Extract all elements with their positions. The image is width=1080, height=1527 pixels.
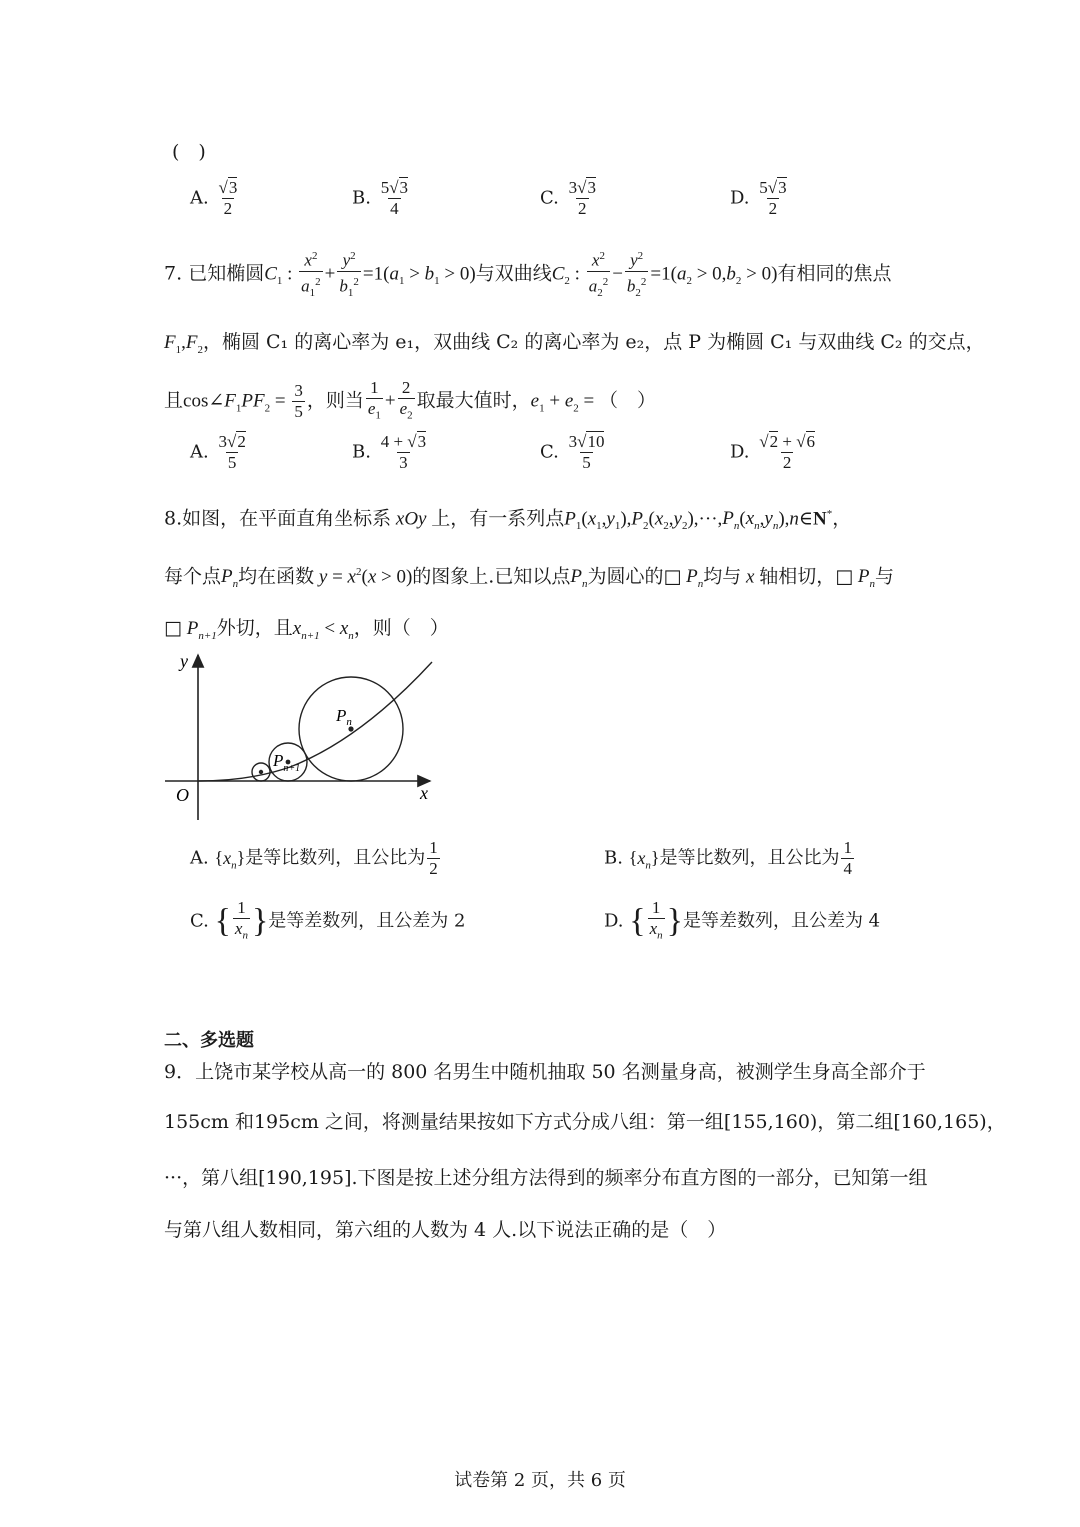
q9-line1: 9．上饶市某学校从高一的 800 名男生中随机抽取 50 名测量身高，被测学生身高全部介于 [164, 1061, 926, 1083]
q8-option-b[interactable]: B. $\{x_n\}$是等比数列，且公比为 $\frac{1}{4}$ [604, 838, 852, 878]
q7-line3: 且$\cos\angle F_1PF_2$ = $\frac{3}{5}$ ，则当 $\frac{1}{e_1}$ + $\frac{2}{e_2}$ 取最大值时，$e_1 + e_2$ = （ ） [164, 378, 656, 425]
option-label: C. [540, 187, 559, 209]
pn-label: $P_n$ [336, 706, 352, 728]
q8-line1: 8.如图，在平面直角坐标系 xOy 上，有一系列点$P_1(x_1,y_1),P_2(x_2,y_2),\cdot\cdot\cdot,P_n(x_n,y_n),n\in N^*$， [164, 507, 852, 533]
q8-option-d[interactable]: D. { $\frac{1}{x_n}$ }是等差数列，且公差为 4 [604, 898, 880, 945]
q8-figure [160, 645, 450, 825]
point-small [259, 770, 263, 774]
page-footer: 试卷第 2 页，共 6 页 [454, 1470, 626, 1491]
q8-line3: □ $P_{n+1}$外切，且$x_{n+1} < x_n$，则（ ） [164, 617, 449, 642]
x-axis-label: x [420, 783, 428, 803]
q6-option-d[interactable]: D. $\frac{5√3}{2}$ [730, 178, 787, 218]
section-title: 二、多选题 [164, 1030, 254, 1051]
q8-option-c[interactable]: C. { $\frac{1}{x_n}$ }是等差数列，且公差为 2 [190, 898, 465, 945]
q6-option-a[interactable]: A. $\frac{√3}{2}$ [190, 178, 238, 218]
q7-option-a[interactable]: A. $\frac{3√2}{5}$ [190, 432, 246, 472]
option-label: D. [730, 187, 750, 209]
parabola-curve [198, 662, 432, 781]
q8-option-a[interactable]: A. $\{x_n\}$是等比数列，且公比为 $\frac{1}{2}$ [190, 838, 438, 878]
q7-option-b[interactable]: B. $\frac{4 + √3}{3}$ [352, 432, 427, 472]
pn1-label: $P_{n+1}$ [273, 751, 301, 774]
q7-option-d[interactable]: D. $\frac{√2 + √6}{2}$ [730, 432, 816, 472]
option-label: A. [190, 187, 209, 209]
q6-stem-end: ( ) [172, 141, 206, 163]
q8-line2: 每个点$P_n$均在函数 $y = x^2(x > 0)$的图象上.已知以点$P_n$为圆心的□ $P_n$均与 x 轴相切，□ $P_n$与 [164, 565, 895, 591]
q9-line3: ···，第八组[190,195].下图是按上述分组方法得到的频率分布直方图的一部分，已知第一组 [164, 1167, 928, 1189]
q6-option-b[interactable]: B. $\frac{5√3}{4}$ [352, 178, 409, 218]
q7-line2: $F_1,F_2$，椭圆 C₁ 的离心率为 e₁，双曲线 C₂ 的离心率为 e₂，点 P 为椭圆 C₁ 与双曲线 C₂ 的交点， [164, 331, 985, 356]
q7-line1: 7. 已知椭圆$C_1$ : $\frac{x^2}{a_1^2}$ + $\frac{y^2}{b_1^2}$ $=1(a_1 > b_1 > 0)$与双曲线$C_2$ : $\frac{x^2}{a_2^2}$ − $\frac{y^2}{b_2^2}$ $=1(a_2 > 0,b_2 > 0)$有相同的焦点 [164, 246, 891, 303]
y-axis-label: y [180, 651, 188, 671]
option-label: B. [352, 187, 371, 209]
q9-line2: 155cm 和195cm 之间，将测量结果按如下方式分成八组：第一组[155,160)，第二组[160,165)， [164, 1111, 1006, 1133]
origin-label: O [176, 785, 189, 805]
q9-line4: 与第八组人数相同，第六组的人数为 4 人.以下说法正确的是（ ） [164, 1219, 727, 1241]
q6-option-c[interactable]: C. $\frac{3√3}{2}$ [540, 178, 596, 218]
q7-option-c[interactable]: C. $\frac{3√10}{5}$ [540, 432, 605, 472]
